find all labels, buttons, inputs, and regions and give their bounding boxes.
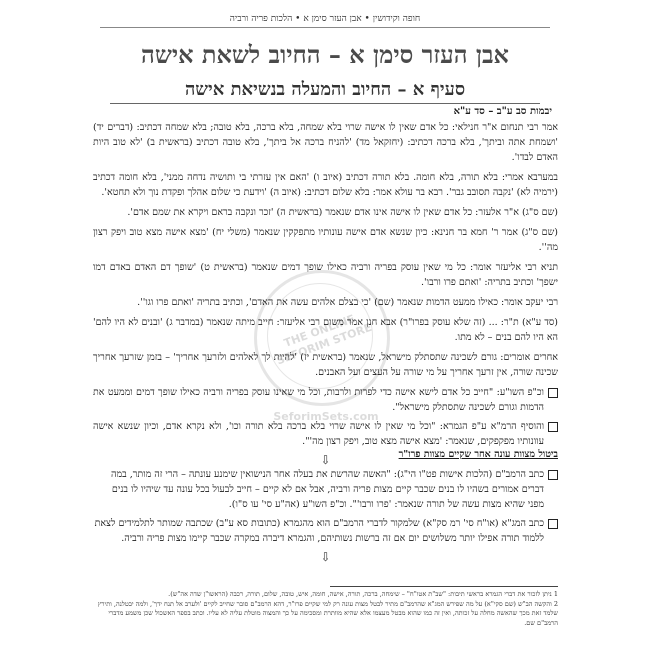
arrow-down-icon: ⇩ (320, 453, 331, 467)
check-item (93, 419, 558, 449)
watermark-seal (254, 270, 390, 406)
checkbox-icon (548, 519, 558, 529)
paragraph: תניא רבי אליעזר אומר: כל מי שאין עוסק בפריה ורביה כאילו שופך דמים שנאמר (בראשית ט) 'שופך דם האדם באדם דמו ישפך' וכתיב בתריה: 'ואתם פרו ורבו'. (93, 262, 558, 288)
check-item (93, 516, 558, 546)
paragraph: (שם ס"ג) א"ר אלעזר: כל אדם שאין לו אישה אינו אדם שנאמר (בראשית ה) 'זכר ונקבה בראם ויקרא את שמם אדם'. (127, 207, 558, 218)
paragraph: במערבא אמרי: בלא תורה, בלא חומה. בלא תורה דכתיב (איוב ו) 'האם אין עזרתי בי ותושיה נדחה ממני', בלא חומה דכתיב (ירמיה לא) 'נקבה תסובב גבר'. רבא בר עולא אמר: בלא שלום דכתיב: (איוב ה) 'וידעת כי שלום אהלך ופקדת נוך ולא תחטא'. (93, 172, 558, 198)
paragraph: רבי יעקב אומר: כאילו ממעט הדמות שנאמר (שם) 'כי בצלם אלהים עשה את האדם', וכתיב בתריה 'ואתם פרו וגו''. (137, 297, 558, 308)
paragraph: אמר רבי תנחום א"ר חנילאי: כל אדם שאין לו אישה שרוי בלא שמחה, בלא ברכה, בלא טובה; בלא שמחה דכתיב: (דברים יד) 'ושמחת אתה וביתך', בלא ברכה דכתיב: (יחזקאל מד) 'להניח ברכה אל ביתך', בלא טובה דכתיב (בראשית ב) 'לא טוב היות האדם לבדו'. (93, 122, 558, 163)
footnote: 2 והקשה הב"ש (שם סקי"א) על מה שפירש המג"א שהרמב"ם מתיר לבטל מצות עונה רק למי שקיים פרו"ר, דהא הרמב"ם סובר שחייב לקיים 'ולערב אל תנח ידך', ולמה יבטלנה, ותירץ שלמד זאת מכך שהאשה מחלה על זכותה, ואין זה כמו שהוא מבטל מעצמו אלא שהיא מוותרת ומסכימה על כך והמצוה מוטלת עליה לא עליו. וכתב בספר האשכול שכן משמע מדברי הרמב"ם שם. (97, 599, 558, 627)
watermark-text: THE ONLINE SEFORIM STORE (274, 312, 374, 368)
footnote: 1 ניתן לזכור את דברי הגמרא בראשי תיבות: "שב"ת אטו"ח" – שימחה, ברכה, תורה, אישה, חומה, איש, טובה, שלום, תורה, רכבה (הראשו"ן שדה אה"ש). (168, 590, 558, 598)
page-title: אבן העזר סימן א – החיוב לשאת אישה (141, 40, 509, 69)
arrow-down-icon: ⇩ (320, 550, 331, 564)
footnotes (93, 590, 558, 628)
check-item-text: והוסיף הרמ"א ע"פ הגמרא: "וכל מי שאין לו אישה שרוי בלא ברכה בלא תורה וכו', ולא נקרא אדם, וכיון שנשא אישה עוונותיו מפקפקים, שנאמר: 'מצא אישה מצא טוב, ויפק רצון מה'". (93, 421, 544, 447)
check-item-text: וכ"פ השו"ע: "חייב כל אדם לישא אישה כדי לפרות ולרבות, וכל מי שאינו עוסק בפריה ורביה כאילו שופך דמים וממעט את הדמות וגורם לשכינה שתסתלק מישראל". (93, 387, 544, 413)
paragraph: (סד ע"א) ת"ר: ... (זה שלא עוסק בפרו"ר) אבא חנן אמר משום רבי אליעזר: חייב מיתה שנאמר (במדבר ג) 'ובנים לא היו להם' הא היו להם בנים – לא מתו. (93, 317, 558, 343)
source-reference: יבמות סב ע"ב – סד ע"א (453, 106, 552, 117)
checkbox-icon (548, 388, 558, 398)
checkbox-icon (548, 422, 558, 432)
footnote-rule (330, 586, 558, 587)
check-item (93, 467, 558, 512)
section-heading: ביטול מצוות עונה אחר שקיים מצוות פרו"ר (398, 449, 558, 460)
watermark-url: SeforimSets.com (273, 410, 379, 423)
section-two (93, 447, 558, 568)
section-subtitle: סעיף א – החיוב והמעלה בנשיאת אישה (110, 79, 540, 104)
paragraph: אחרים אומרים: גורם לשכינה שתסתלק מישראל, שנאמר (בראשית יז) 'להיות לך לאלהים ולזרעך אחריך' – בזמן שזרעך אחריך שכינה שורה, אין זרעך אחריך על מי שורה על העצים ועל האבנים. (93, 352, 558, 378)
check-item-text: כתב הרמב"ם (הלכות אישות פט"ו הי"ג): "האשה שהרשת את בעלה אחר הנישואין שימנע עונתה – הרי זה מותר, במה דברים אמורים בשהיו לו בנים שכבר קיים מצות פריה ורביה, אבל אם לא קיים – חייב לבעול בכל עונה עד שיהיו לו בנים מפני שהיא מצות עשה של תורה שנאמר: 'פרו ורבו'". וכ"פ השו"ע (אה"ע סי' עו ס"ו). (111, 469, 544, 510)
paragraph: (שם ס"ג) אמר ר' חמא בר חנינא: כיון שנשא אדם אישה עונותיו מתפקקין שנאמר (משלי יח) 'מצא אישה מצא טוב ויפק רצון מה''. (93, 227, 558, 253)
checkbox-icon (548, 470, 558, 480)
check-item-text: כתב המג"א (או"ח סי' רמ סק"א) שלמקור לדברי הרמב"ם הוא מהגמרא (כתובות סא ע"ב) שכתבה שמותר לתלמידים לצאת ללמוד תורה אפילו יותר משלושים יום אם זה ברשות נשותיהם, והגמרא דיברה במקרה שכבר קיימו מצות פריה ורביה. (94, 518, 544, 544)
running-head: חופה וקידושין • אבן העזר סימן א • הלכות פריה ורביה (100, 11, 550, 28)
